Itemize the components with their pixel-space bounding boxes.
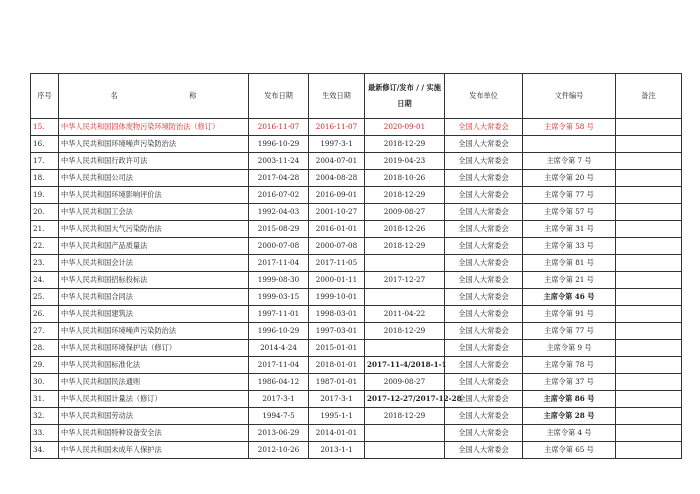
cell-effective-date: 2014-01-01 (309, 425, 365, 442)
cell-publish-date: 1999-08-30 (249, 272, 309, 289)
cell-publish-date: 2014-4-24 (249, 340, 309, 357)
cell-doc-no: 主席令第 77 号 (523, 323, 616, 340)
cell-seq: 31. (31, 391, 59, 408)
cell-remarks (616, 323, 682, 340)
cell-latest-revision: 2011-04-22 (365, 306, 445, 323)
cell-issuer: 全国人大常委会 (445, 323, 523, 340)
law-register-sheet (30, 73, 682, 459)
cell-effective-date: 1987-01-01 (309, 374, 365, 391)
cell-issuer: 全国人大常委会 (445, 340, 523, 357)
cell-remarks (616, 408, 682, 425)
col-publish-date-header: 发布日期 (249, 74, 309, 119)
cell-publish-date: 2017-11-04 (249, 255, 309, 272)
cell-effective-date: 2013-1-1 (309, 442, 365, 459)
cell-law-name: 中华人民共和国民法通则 (59, 374, 249, 391)
cell-publish-date: 1997-11-01 (249, 306, 309, 323)
cell-latest-revision (365, 425, 445, 442)
cell-law-name: 中华人民共和国特种设备安全法 (59, 425, 249, 442)
table-row (31, 289, 682, 306)
cell-remarks (616, 357, 682, 374)
cell-doc-no: 主席令第 65 号 (523, 442, 616, 459)
cell-issuer: 全国人大常委会 (445, 204, 523, 221)
cell-remarks (616, 238, 682, 255)
cell-issuer: 全国人大常委会 (445, 119, 523, 136)
cell-law-name: 中华人民共和国招标投标法 (59, 272, 249, 289)
col-latest-revision-header: 最新修订/发布 / / 实施日期 (365, 74, 445, 119)
cell-remarks (616, 136, 682, 153)
cell-publish-date: 2012-10-26 (249, 442, 309, 459)
cell-publish-date: 2015-08-29 (249, 221, 309, 238)
table-row (31, 272, 682, 289)
cell-doc-no: 主席令第 4 号 (523, 425, 616, 442)
cell-effective-date: 2017-3-1 (309, 391, 365, 408)
cell-doc-no: 主席令第 57 号 (523, 204, 616, 221)
cell-doc-no: 主席令第 58 号 (523, 119, 616, 136)
cell-effective-date: 1999-10-01 (309, 289, 365, 306)
cell-law-name: 中华人民共和国行政许可法 (59, 153, 249, 170)
cell-publish-date: 1996-10-29 (249, 323, 309, 340)
cell-latest-revision: 2018-12-29 (365, 323, 445, 340)
cell-doc-no: 主席令第 81 号 (523, 255, 616, 272)
cell-publish-date: 2013-06-29 (249, 425, 309, 442)
cell-latest-revision: 2018-12-29 (365, 238, 445, 255)
cell-doc-no: 主席令第 21 号 (523, 272, 616, 289)
cell-remarks (616, 187, 682, 204)
cell-doc-no: 主席令第 9 号 (523, 340, 616, 357)
cell-law-name: 中华人民共和国合同法 (59, 289, 249, 306)
cell-publish-date: 2017-3-1 (249, 391, 309, 408)
cell-effective-date: 1995-1-1 (309, 408, 365, 425)
cell-law-name: 中华人民共和国计量法（修订） (59, 391, 249, 408)
header-row (31, 74, 682, 119)
cell-doc-no: 主席令第 28 号 (523, 408, 616, 425)
cell-effective-date: 2016-11-07 (309, 119, 365, 136)
col-seq-header: 序号 (31, 74, 59, 119)
cell-issuer: 全国人大常委会 (445, 408, 523, 425)
cell-publish-date: 2000-07-08 (249, 238, 309, 255)
cell-latest-revision: 2018-10-26 (365, 170, 445, 187)
cell-seq: 20. (31, 204, 59, 221)
table-row (31, 136, 682, 153)
cell-latest-revision (365, 340, 445, 357)
cell-doc-no: 主席令第 33 号 (523, 238, 616, 255)
cell-remarks (616, 272, 682, 289)
table-row (31, 425, 682, 442)
cell-law-name: 中华人民共和国标准化法 (59, 357, 249, 374)
table-row (31, 306, 682, 323)
cell-law-name: 中华人民共和国环境保护法（修订） (59, 340, 249, 357)
cell-remarks (616, 391, 682, 408)
cell-law-name: 中华人民共和国环境影响评价法 (59, 187, 249, 204)
cell-effective-date: 2004-08-28 (309, 170, 365, 187)
cell-effective-date: 1997-3-1 (309, 136, 365, 153)
cell-issuer: 全国人大常委会 (445, 153, 523, 170)
cell-remarks (616, 289, 682, 306)
table-body (31, 119, 682, 459)
col-name-header-part-2: 称 (189, 91, 197, 101)
cell-effective-date: 2018-01-01 (309, 357, 365, 374)
cell-publish-date: 2017-04-28 (249, 170, 309, 187)
table-row (31, 170, 682, 187)
col-doc-no-header: 文件编号 (523, 74, 616, 119)
col-name-header (59, 74, 249, 119)
col-effective-date-header: 生效日期 (309, 74, 365, 119)
cell-law-name: 中华人民共和国建筑法 (59, 306, 249, 323)
cell-seq: 27. (31, 323, 59, 340)
cell-remarks (616, 374, 682, 391)
cell-doc-no: 主席令第 91 号 (523, 306, 616, 323)
cell-issuer: 全国人大常委会 (445, 289, 523, 306)
table-row (31, 357, 682, 374)
law-register-table (30, 73, 682, 459)
cell-publish-date: 2017-11-04 (249, 357, 309, 374)
cell-publish-date: 2003-11-24 (249, 153, 309, 170)
cell-issuer: 全国人大常委会 (445, 272, 523, 289)
cell-law-name: 中华人民共和国大气污染防治法 (59, 221, 249, 238)
cell-doc-no: 主席令第 37 号 (523, 374, 616, 391)
cell-doc-no: 主席令第 78 号 (523, 357, 616, 374)
table-row (31, 374, 682, 391)
cell-seq: 25. (31, 289, 59, 306)
cell-doc-no: 主席令第 31 号 (523, 221, 616, 238)
cell-latest-revision: 2009-08-27 (365, 204, 445, 221)
cell-latest-revision: 2020-09-01 (365, 119, 445, 136)
cell-issuer: 全国人大常委会 (445, 357, 523, 374)
table-row (31, 442, 682, 459)
cell-issuer: 全国人大常委会 (445, 136, 523, 153)
cell-law-name: 中华人民共和国未成年人保护法 (59, 442, 249, 459)
cell-issuer: 全国人大常委会 (445, 391, 523, 408)
cell-latest-revision: 2019-04-23 (365, 153, 445, 170)
table-row (31, 238, 682, 255)
cell-seq: 26. (31, 306, 59, 323)
cell-remarks (616, 425, 682, 442)
cell-publish-date: 1996-10-29 (249, 136, 309, 153)
cell-remarks (616, 442, 682, 459)
cell-publish-date: 1999-03-15 (249, 289, 309, 306)
cell-issuer: 全国人大常委会 (445, 442, 523, 459)
cell-latest-revision (365, 255, 445, 272)
cell-issuer: 全国人大常委会 (445, 374, 523, 391)
cell-doc-no: 主席令第 46 号 (523, 289, 616, 306)
cell-law-name: 中华人民共和国环境噪声污染防治法 (59, 136, 249, 153)
cell-effective-date: 2000-01-11 (309, 272, 365, 289)
cell-remarks (616, 340, 682, 357)
cell-seq: 28. (31, 340, 59, 357)
cell-remarks (616, 170, 682, 187)
cell-issuer: 全国人大常委会 (445, 425, 523, 442)
cell-doc-no: 主席令第 86 号 (523, 391, 616, 408)
table-row (31, 221, 682, 238)
cell-seq: 21. (31, 221, 59, 238)
cell-publish-date: 2016-11-07 (249, 119, 309, 136)
cell-latest-revision: 2017-11-4/2018-1-1 (365, 357, 445, 374)
cell-publish-date: 1986-04-12 (249, 374, 309, 391)
cell-seq: 33. (31, 425, 59, 442)
cell-seq: 23. (31, 255, 59, 272)
cell-publish-date: 1992-04-03 (249, 204, 309, 221)
cell-doc-no: 主席令第 20 号 (523, 170, 616, 187)
table-row (31, 119, 682, 136)
table-row (31, 408, 682, 425)
cell-remarks (616, 255, 682, 272)
cell-issuer: 全国人大常委会 (445, 238, 523, 255)
cell-effective-date: 2016-09-01 (309, 187, 365, 204)
table-header (31, 74, 682, 119)
cell-effective-date: 1998-03-01 (309, 306, 365, 323)
cell-remarks (616, 153, 682, 170)
col-remarks-header: 备注 (616, 74, 682, 119)
table-row (31, 391, 682, 408)
cell-latest-revision (365, 289, 445, 306)
cell-law-name: 中华人民共和国公司法 (59, 170, 249, 187)
col-name-header-part-1: 名 (110, 91, 118, 101)
cell-publish-date: 1994-7-5 (249, 408, 309, 425)
cell-latest-revision: 2018-12-29 (365, 136, 445, 153)
cell-law-name: 中华人民共和国会计法 (59, 255, 249, 272)
cell-law-name: 中华人民共和国产品质量法 (59, 238, 249, 255)
cell-seq: 17. (31, 153, 59, 170)
cell-remarks (616, 204, 682, 221)
cell-effective-date: 1997-03-01 (309, 323, 365, 340)
cell-latest-revision (365, 442, 445, 459)
cell-effective-date: 2000-07-08 (309, 238, 365, 255)
cell-latest-revision: 2018-12-26 (365, 221, 445, 238)
cell-doc-no: 主席令第 7 号 (523, 153, 616, 170)
col-issuer-header: 发布单位 (445, 74, 523, 119)
cell-law-name: 中华人民共和国环境噪声污染防治法 (59, 323, 249, 340)
cell-seq: 22. (31, 238, 59, 255)
cell-seq: 24. (31, 272, 59, 289)
table-row (31, 153, 682, 170)
cell-seq: 19. (31, 187, 59, 204)
table-row (31, 187, 682, 204)
cell-seq: 15. (31, 119, 59, 136)
table-row (31, 204, 682, 221)
cell-law-name: 中华人民共和国工会法 (59, 204, 249, 221)
cell-remarks (616, 119, 682, 136)
cell-issuer: 全国人大常委会 (445, 255, 523, 272)
cell-seq: 32. (31, 408, 59, 425)
cell-doc-no (523, 136, 616, 153)
table-row (31, 255, 682, 272)
cell-remarks (616, 306, 682, 323)
cell-latest-revision: 2009-08-27 (365, 374, 445, 391)
cell-effective-date: 2017-11-05 (309, 255, 365, 272)
cell-seq: 16. (31, 136, 59, 153)
cell-latest-revision: 2017-12-27/2017-12-28 (365, 391, 445, 408)
cell-effective-date: 2015-01-01 (309, 340, 365, 357)
cell-effective-date: 2004-07-01 (309, 153, 365, 170)
cell-issuer: 全国人大常委会 (445, 306, 523, 323)
cell-issuer: 全国人大常委会 (445, 187, 523, 204)
cell-effective-date: 2016-01-01 (309, 221, 365, 238)
cell-remarks (616, 221, 682, 238)
cell-publish-date: 2016-07-02 (249, 187, 309, 204)
cell-latest-revision: 2018-12-29 (365, 187, 445, 204)
cell-effective-date: 2001-10-27 (309, 204, 365, 221)
table-row (31, 323, 682, 340)
cell-seq: 30. (31, 374, 59, 391)
cell-law-name: 中华人民共和国固体废物污染环境防治法（修订） (59, 119, 249, 136)
cell-seq: 18. (31, 170, 59, 187)
cell-latest-revision: 2018-12-29 (365, 408, 445, 425)
cell-doc-no: 主席令第 77 号 (523, 187, 616, 204)
cell-seq: 29. (31, 357, 59, 374)
cell-latest-revision: 2017-12-27 (365, 272, 445, 289)
cell-issuer: 全国人大常委会 (445, 221, 523, 238)
cell-law-name: 中华人民共和国劳动法 (59, 408, 249, 425)
table-row (31, 340, 682, 357)
cell-issuer: 全国人大常委会 (445, 170, 523, 187)
cell-seq: 34. (31, 442, 59, 459)
